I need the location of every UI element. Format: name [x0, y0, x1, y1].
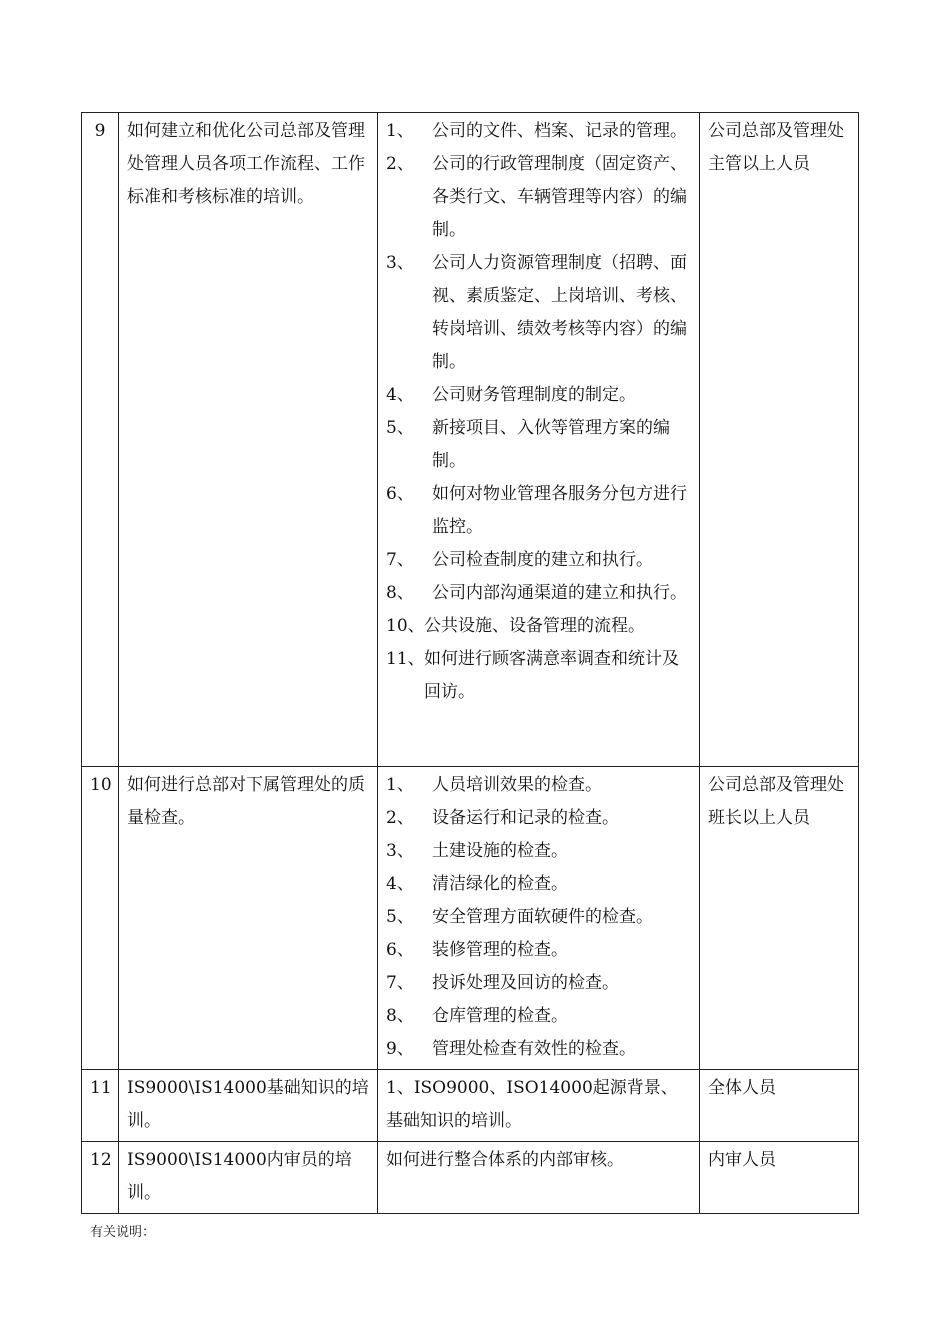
table-row: [82, 1070, 859, 1142]
row-number: 12: [82, 1142, 119, 1214]
row-number: 10: [82, 767, 119, 1070]
training-topic: 如何进行总部对下属管理处的质量检查。: [119, 767, 378, 1070]
training-content: [378, 113, 700, 767]
list-item: 11、 如何进行顾客满意率调查和统计及回访。: [386, 649, 679, 702]
list-item: 7、 公司检查制度的建立和执行。: [386, 550, 653, 570]
training-topic: IS9000\IS14000基础知识的培训。: [119, 1070, 378, 1142]
training-topic: 如何建立和优化公司总部及管理处管理人员各项工作流程、工作标准和考核标准的培训。: [119, 113, 378, 767]
target-audience: 全体人员: [700, 1070, 859, 1142]
list-item: 9、 管理处检查有效性的检查。: [386, 1039, 636, 1059]
list-item: 10、 公共设施、设备管理的流程。: [386, 616, 645, 636]
training-content: 1、ISO9000、ISO14000起源背景、基础知识的培训。: [378, 1070, 700, 1142]
table-row: [82, 767, 859, 1070]
row-number: 9: [82, 113, 119, 767]
content-list: [386, 115, 691, 709]
list-item: 6、 装修管理的检查。: [386, 940, 568, 960]
table-row: [82, 1142, 859, 1214]
list-item: 3、 土建设施的检查。: [386, 841, 568, 861]
list-item: 1、 公司的文件、档案、记录的管理。: [386, 121, 687, 141]
list-item: 5、 安全管理方面软硬件的检查。: [386, 907, 653, 927]
table-row: [82, 113, 859, 767]
list-item: 6、 如何对物业管理各服务分包方进行监控。: [386, 484, 687, 537]
training-content: [378, 767, 700, 1070]
list-item: 2、 设备运行和记录的检查。: [386, 808, 619, 828]
footer-note: 有关说明：: [90, 1225, 156, 1240]
list-item: 8、 公司内部沟通渠道的建立和执行。: [386, 583, 687, 603]
row-number: 11: [82, 1070, 119, 1142]
list-item: 5、 新接项目、入伙等管理方案的编制。: [386, 418, 670, 471]
list-item: 1、 人员培训效果的检查。: [386, 775, 602, 795]
training-content: 如何进行整合体系的内部审核。: [378, 1142, 700, 1214]
list-item: 7、 投诉处理及回访的检查。: [386, 973, 619, 993]
list-item: 3、 公司人力资源管理制度（招聘、面视、素质鉴定、上岗培训、考核、转岗培训、绩效考核等内容）的编制。: [386, 253, 687, 372]
target-audience: 公司总部及管理处班长以上人员: [700, 767, 859, 1070]
content-list: [386, 769, 691, 1066]
target-audience: 公司总部及管理处主管以上人员: [700, 113, 859, 767]
target-audience: 内审人员: [700, 1142, 859, 1214]
training-topic: IS9000\IS14000内审员的培训。: [119, 1142, 378, 1214]
list-item: 4、 清洁绿化的检查。: [386, 874, 568, 894]
training-plan-table: [81, 112, 859, 1214]
list-item: 4、 公司财务管理制度的制定。: [386, 385, 636, 405]
list-item: 8、 仓库管理的检查。: [386, 1006, 568, 1026]
list-item: 2、 公司的行政管理制度（固定资产、各类行文、车辆管理等内容）的编制。: [386, 154, 687, 240]
